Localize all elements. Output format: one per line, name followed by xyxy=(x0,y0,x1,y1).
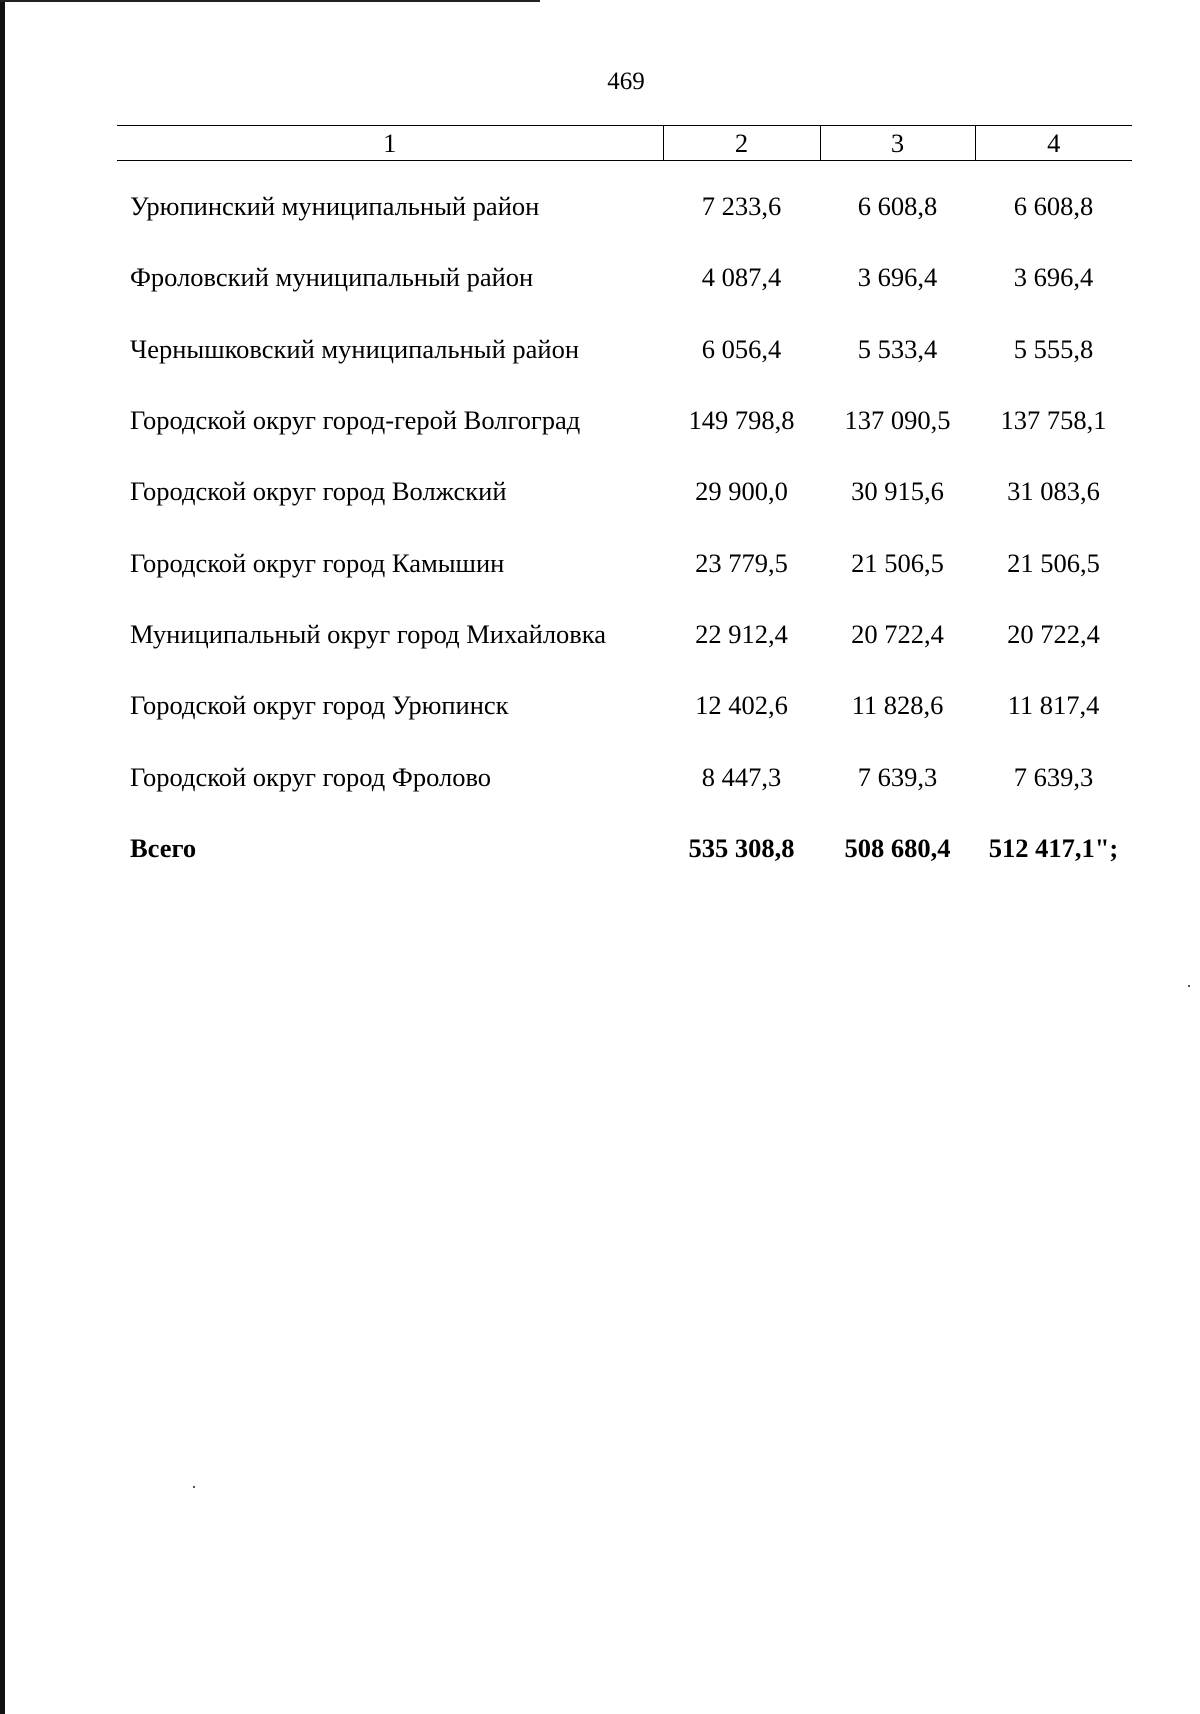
municipality-name: Городской округ город Фролово xyxy=(130,761,492,792)
municipality-name: Городской округ город Камышин xyxy=(130,547,505,578)
value-cell: 7 233,6 xyxy=(701,191,782,222)
value-cell: 149 798,8 xyxy=(688,405,795,436)
table-row xyxy=(117,527,1132,598)
value-cell: 11 828,6 xyxy=(851,690,944,721)
table-row xyxy=(117,242,1132,313)
column-header: 3 xyxy=(820,126,975,161)
column-header: 1 xyxy=(117,126,663,161)
municipality-name: Чернышковский муниципальный район xyxy=(130,333,580,364)
table-row xyxy=(117,741,1132,812)
table-row xyxy=(117,599,1132,670)
value-cell: 4 087,4 xyxy=(701,262,782,293)
value-cell: 7 639,3 xyxy=(1013,761,1094,792)
total-value: 508 680,4 xyxy=(844,832,951,863)
value-cell: 8 447,3 xyxy=(701,761,782,792)
municipality-name: Фроловский муниципальный район xyxy=(130,262,534,293)
scan-border-top xyxy=(0,0,540,2)
total-row xyxy=(117,813,1132,884)
value-cell: 6 056,4 xyxy=(701,333,782,364)
municipality-name: Урюпинский муниципальный район xyxy=(130,191,540,222)
municipality-name: Городской округ город Волжский xyxy=(130,476,507,507)
table-row xyxy=(117,314,1132,385)
total-value: 512 417,1"; xyxy=(988,832,1119,863)
scan-speck xyxy=(1188,985,1190,987)
municipality-name: Городской округ город-герой Волгоград xyxy=(130,405,581,436)
data-table xyxy=(117,125,1132,884)
value-cell: 20 722,4 xyxy=(851,618,944,649)
value-cell: 137 758,1 xyxy=(1000,405,1107,436)
value-cell: 23 779,5 xyxy=(695,547,788,578)
value-cell: 6 608,8 xyxy=(1013,191,1094,222)
value-cell: 31 083,6 xyxy=(1007,476,1100,507)
scan-speck xyxy=(193,1486,195,1488)
column-header: 2 xyxy=(663,126,820,161)
municipality-name: Городской округ город Урюпинск xyxy=(130,690,509,721)
value-cell: 7 639,3 xyxy=(857,761,938,792)
value-cell: 21 506,5 xyxy=(1007,547,1100,578)
value-cell: 21 506,5 xyxy=(851,547,944,578)
value-cell: 137 090,5 xyxy=(844,405,951,436)
value-cell: 3 696,4 xyxy=(1013,262,1094,293)
scan-border-left xyxy=(0,0,5,1714)
table-row xyxy=(117,456,1132,527)
table-row xyxy=(117,385,1132,456)
value-cell: 5 555,8 xyxy=(1013,333,1094,364)
value-cell: 20 722,4 xyxy=(1007,618,1100,649)
municipality-name: Муниципальный округ город Михайловка xyxy=(130,618,607,649)
total-value: 535 308,8 xyxy=(688,832,795,863)
header-row xyxy=(117,126,1132,161)
value-cell: 29 900,0 xyxy=(695,476,788,507)
value-cell: 5 533,4 xyxy=(857,333,938,364)
page-number: 469 xyxy=(607,68,645,95)
value-cell: 22 912,4 xyxy=(695,618,788,649)
value-cell: 3 696,4 xyxy=(857,262,938,293)
value-cell: 6 608,8 xyxy=(857,191,938,222)
table-row xyxy=(117,670,1132,741)
value-cell: 12 402,6 xyxy=(695,690,788,721)
value-cell: 30 915,6 xyxy=(851,476,944,507)
total-label: Всего xyxy=(130,832,197,863)
value-cell: 11 817,4 xyxy=(1007,690,1100,721)
table-row xyxy=(117,161,1132,243)
column-header: 4 xyxy=(975,126,1132,161)
